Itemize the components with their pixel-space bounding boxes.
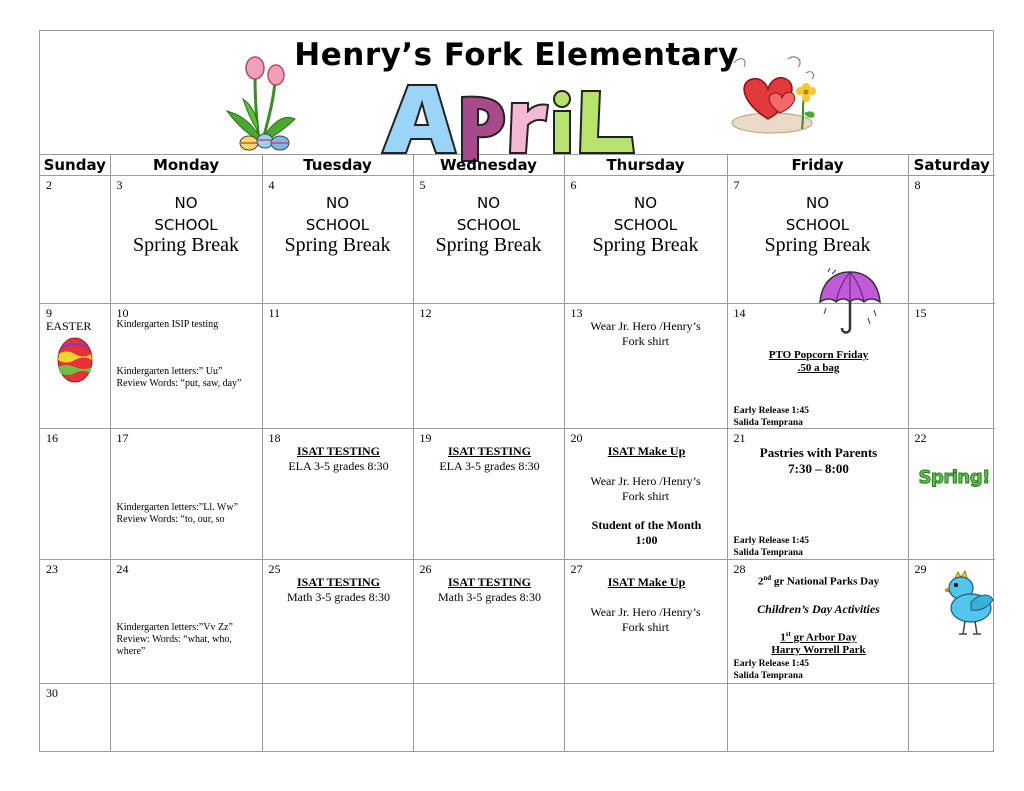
- day-header-thursday: Thursday: [564, 154, 727, 176]
- tulip-eggs-icon: [225, 55, 300, 153]
- day-cell: [564, 176, 727, 304]
- day-number: 23: [46, 562, 58, 576]
- isat-testing-note: ISAT TESTING: [447, 444, 532, 458]
- no-school-note: NO SCHOOL: [456, 194, 521, 234]
- student-of-month-note: Student of the Month: [591, 518, 702, 532]
- day-cell: [40, 684, 110, 753]
- day-cell: [564, 304, 727, 429]
- day-cell: [727, 304, 908, 429]
- review-words: Review: Words: “what, who, where”: [116, 634, 232, 657]
- kindergarten-letters: Kindergarten letters:” Uu”: [116, 366, 223, 377]
- no-school-note: NO SCHOOL: [154, 194, 218, 234]
- no-school-note: NO SCHOOL: [785, 194, 850, 234]
- day-cell: [413, 304, 564, 429]
- day-number: 27: [570, 562, 583, 576]
- early-release-note: Early Release 1:45: [733, 659, 809, 669]
- easter-egg-icon: [56, 337, 94, 383]
- day-cell: [110, 560, 262, 684]
- day-cell: [110, 176, 262, 304]
- review-words: Review Words: “to, our, so: [116, 514, 225, 525]
- day-cell: [413, 176, 564, 304]
- day-number: 3: [116, 178, 123, 192]
- day-number: 21: [733, 431, 746, 445]
- day-cell: [40, 560, 110, 684]
- day-header-tuesday: Tuesday: [262, 154, 413, 176]
- day-cell: [40, 429, 110, 560]
- day-cell: [110, 429, 262, 560]
- day-cell: [413, 684, 564, 753]
- day-number: 10: [116, 306, 129, 320]
- day-number: 11: [268, 306, 281, 320]
- arbor-day-note: 1st gr Arbor Day: [780, 630, 857, 644]
- day-cell: [110, 684, 262, 753]
- no-school-note: NO SCHOOL: [305, 194, 370, 234]
- early-release-note: Early Release 1:45: [733, 536, 809, 546]
- day-number: 17: [116, 431, 129, 445]
- april-word-art: [378, 77, 638, 163]
- day-cell: [908, 684, 995, 753]
- childrens-day-note: Children’s Day Activities: [757, 602, 880, 616]
- day-cell: [908, 560, 995, 684]
- calendar-grid: [40, 154, 995, 752]
- pastries-note: Pastries with Parents: [759, 445, 878, 460]
- day-number: 30: [46, 686, 58, 700]
- school-title: Henry’s Fork Elementary: [294, 37, 739, 73]
- ela-note: ELA 3-5 grades 8:30: [439, 459, 540, 473]
- park-note: Harry Worrell Park: [771, 644, 866, 656]
- day-cell: [908, 304, 995, 429]
- umbrella-icon: [818, 266, 882, 340]
- salida-temprana-note: Salida Temprana: [733, 418, 803, 428]
- day-cell: [727, 429, 908, 560]
- hearts-flower-icon: [728, 53, 820, 139]
- spring-break-label: Spring Break: [764, 234, 871, 256]
- day-cell: [262, 684, 413, 753]
- day-cell: [262, 176, 413, 304]
- day-number: 22: [914, 431, 927, 445]
- salida-temprana-note: Salida Temprana: [733, 671, 803, 681]
- day-cell: [40, 176, 110, 304]
- hero-shirt-note: Wear Jr. Hero /Henry’s Fork shirt: [590, 319, 701, 348]
- spring-break-label: Spring Break: [284, 234, 391, 256]
- pto-popcorn-note: PTO Popcorn Friday: [768, 349, 869, 361]
- easter-label: EASTER: [46, 319, 92, 333]
- spring-break-label: Spring Break: [592, 234, 699, 256]
- calendar: [39, 30, 994, 752]
- day-header-sunday: Sunday: [40, 154, 110, 176]
- day-number: 19: [419, 431, 432, 445]
- day-cell: [262, 429, 413, 560]
- day-cell: [413, 429, 564, 560]
- isat-testing-note: ISAT TESTING: [447, 575, 532, 589]
- day-number: 12: [419, 306, 432, 320]
- day-number: 15: [914, 306, 927, 320]
- day-cell: [40, 304, 110, 429]
- day-number: 8: [914, 178, 921, 192]
- national-parks-note: 2nd gr National Parks Day: [757, 574, 880, 588]
- spring-break-label: Spring Break: [132, 234, 240, 256]
- kindergarten-letters: Kindergarten letters:”Vv Zz”: [116, 622, 233, 633]
- day-cell: [262, 560, 413, 684]
- day-number: 24: [116, 562, 129, 576]
- day-number: 28: [733, 562, 746, 576]
- pto-price: .50 a bag: [797, 362, 840, 374]
- day-number: 7: [733, 178, 740, 192]
- isat-makeup-note: ISAT Make Up: [607, 444, 686, 458]
- isat-testing-note: ISAT TESTING: [296, 575, 381, 589]
- day-number: 18: [268, 431, 281, 445]
- student-of-month-time: 1:00: [635, 533, 658, 547]
- hero-shirt-note: Wear Jr. Hero /Henry’s Fork shirt: [590, 605, 701, 634]
- kindergarten-letters: Kindergarten letters:”Ll. Ww”: [116, 502, 239, 513]
- day-number: 9: [46, 306, 52, 320]
- isat-makeup-note: ISAT Make Up: [607, 575, 686, 589]
- day-number: 20: [570, 431, 583, 445]
- review-words: Review Words: “put, saw, day”: [116, 378, 242, 389]
- isip-note: Kindergarten ISIP testing: [116, 319, 219, 330]
- day-cell: [564, 560, 727, 684]
- math-note: Math 3-5 grades 8:30: [438, 590, 541, 604]
- calendar-header: [40, 31, 993, 155]
- day-cell: [727, 560, 908, 684]
- day-number: 16: [46, 431, 58, 445]
- day-number: 14: [733, 306, 746, 320]
- day-cell: [564, 429, 727, 560]
- math-note: Math 3-5 grades 8:30: [287, 590, 390, 604]
- day-number: 29: [914, 562, 927, 576]
- pastries-time: 7:30 – 8:00: [788, 461, 849, 476]
- bluebird-icon: [945, 570, 995, 642]
- day-cell: [110, 304, 262, 429]
- day-cell: [564, 684, 727, 753]
- day-header-monday: Monday: [110, 154, 262, 176]
- early-release-note: Early Release 1:45: [733, 406, 809, 416]
- ela-note: ELA 3-5 grades 8:30: [288, 459, 389, 473]
- no-school-note: NO SCHOOL: [613, 194, 678, 234]
- day-cell: [908, 176, 995, 304]
- spring-text-icon: Spring!: [918, 467, 990, 488]
- day-header-wednesday: Wednesday: [413, 154, 564, 176]
- day-cell: [908, 429, 995, 560]
- day-cell: [727, 684, 908, 753]
- day-number: 13: [570, 306, 583, 320]
- day-number: 6: [570, 178, 577, 192]
- day-number: 4: [268, 178, 275, 192]
- day-header-saturday: Saturday: [908, 154, 995, 176]
- isat-testing-note: ISAT TESTING: [296, 444, 381, 458]
- hero-shirt-note: Wear Jr. Hero /Henry’s Fork shirt: [590, 474, 701, 503]
- day-number: 2: [46, 178, 52, 192]
- day-number: 26: [419, 562, 432, 576]
- day-cell: [413, 560, 564, 684]
- day-number: 25: [268, 562, 281, 576]
- day-header-friday: Friday: [727, 154, 908, 176]
- spring-break-label: Spring Break: [435, 234, 542, 256]
- day-cell: [262, 304, 413, 429]
- day-number: 5: [419, 178, 426, 192]
- salida-temprana-note: Salida Temprana: [733, 548, 803, 558]
